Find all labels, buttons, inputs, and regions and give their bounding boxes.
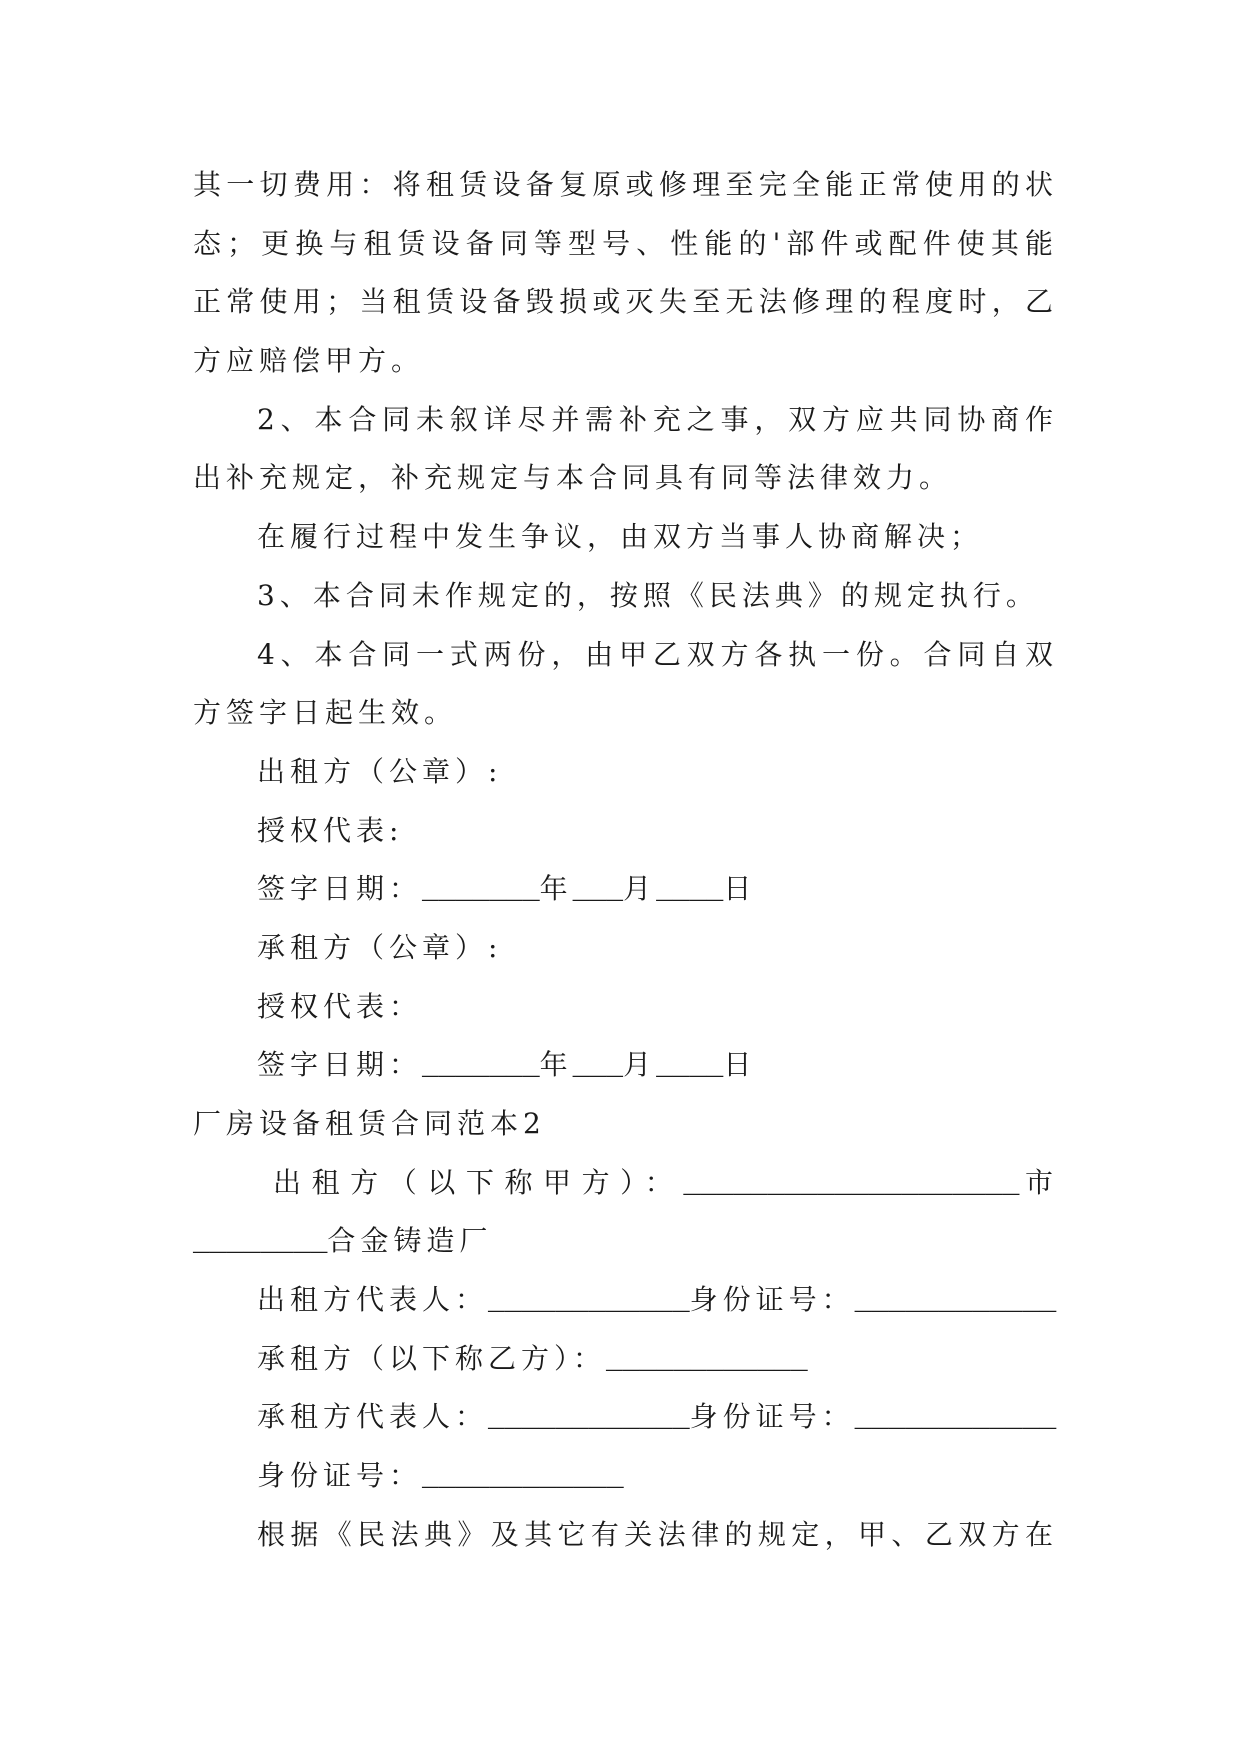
lessee-sign-date-line: 签字日期：_______年___月____日 — [257, 1048, 757, 1084]
clause-1-text-line: 方应赔偿甲方。 — [193, 344, 425, 378]
blank-field: ____ — [656, 876, 724, 908]
clause-3-text-line: 3、本合同未作规定的，按照《民法典》的规定执行。 — [257, 578, 1039, 612]
blank-field: ___ — [572, 876, 624, 908]
lessor-representative-label: 授权代表: — [257, 813, 404, 847]
contract-body — [193, 156, 1058, 1565]
party-a-line: 出租方（以下称甲方）：____________________市 — [273, 1165, 1058, 1201]
blank-field: ___ — [572, 1052, 624, 1084]
blank-field: ____________ — [488, 1404, 690, 1436]
party-a-line: ________合金铸造厂 — [193, 1224, 493, 1260]
party-a-representative-line: 出租方代表人：____________身份证号：____________ — [257, 1283, 1057, 1319]
clause-4-text-line: 方签字日起生效。 — [193, 696, 458, 730]
clause-1-text-line: 其一切费用：将租赁设备复原或修理至完全能正常使用的状 — [193, 168, 1058, 201]
blank-field: ________ — [193, 1228, 328, 1260]
lessor-sign-date-line: 签字日期：_______年___月____日 — [257, 872, 757, 908]
preamble-text-line: 根据《民法典》及其它有关法律的规定，甲、乙双方在 — [257, 1517, 1058, 1551]
blank-field: ____________ — [854, 1287, 1057, 1319]
section-heading: 厂房设备租赁合同范本2 — [193, 1107, 546, 1140]
clause-1-text-line: 态；更换与租赁设备同等型号、性能的'部件或配件使其能 — [193, 226, 1058, 260]
blank-field: _______ — [422, 876, 540, 908]
blank-field: ____________ — [488, 1287, 690, 1319]
clause-2-text-line: 2、本合同未叙详尽并需补充之事，双方应共同协商作 — [257, 402, 1058, 436]
clause-2-text-line: 出补充规定，补充规定与本合同具有同等法律效力。 — [193, 461, 953, 495]
blank-field: ____________ — [422, 1463, 624, 1495]
clause-1-text-line: 正常使用；当租赁设备毁损或灭失至无法修理的程度时，乙 — [193, 285, 1058, 319]
lessee-seal-label: 承租方（公章）: — [257, 930, 503, 964]
party-b-representative-line: 承租方代表人：____________身份证号：____________ — [257, 1400, 1057, 1436]
blank-field: ____ — [656, 1052, 724, 1084]
blank-field: _______ — [422, 1052, 540, 1084]
blank-field: ____________ — [854, 1404, 1057, 1436]
blank-field: ____________ — [606, 1345, 808, 1377]
dispute-text-line: 在履行过程中发生争议，由双方当事人协商解决； — [257, 520, 984, 554]
blank-field: ____________________ — [683, 1169, 1020, 1201]
lessor-seal-label: 出租方（公章）: — [257, 754, 503, 788]
lessee-representative-label: 授权代表： — [257, 989, 423, 1023]
id-number-line: 身份证号：____________ — [257, 1459, 624, 1495]
party-b-line: 承租方（以下称乙方）：____________ — [257, 1341, 808, 1377]
clause-4-text-line: 4、本合同一式两份，由甲乙双方各执一份。合同自双 — [257, 637, 1058, 671]
